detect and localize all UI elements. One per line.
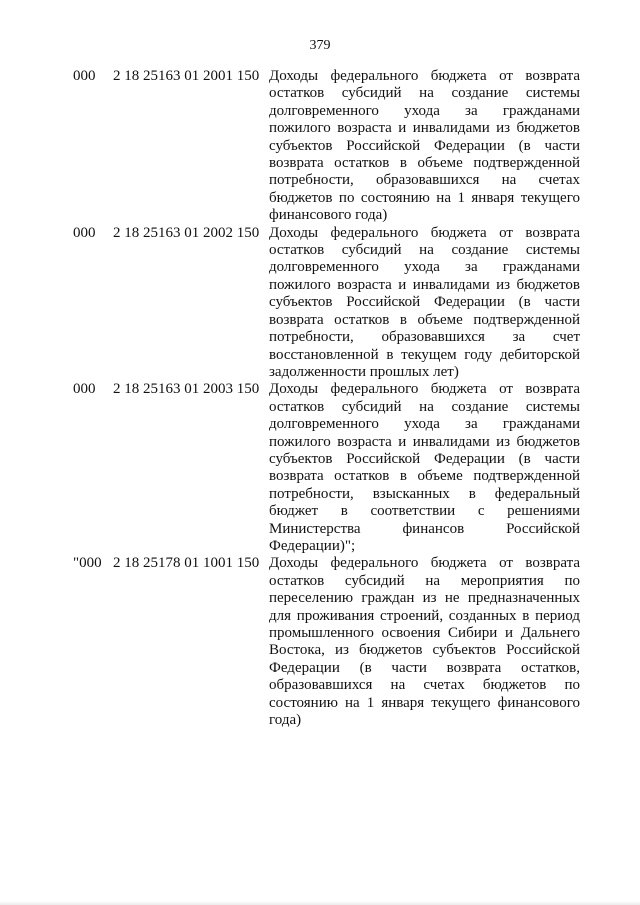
entry-description: Доходы федерального бюджета от возврата остатков субсидий на создание системы долговременного ухода за гражданами пожилого возраста и инвалидами из бюджетов субъектов Российской Федерации (в части возврата остатков в объеме подтвержденной потребности, образовавшихся за счет восстановленной в текущем году дебиторской задолженности прошлых лет) — [269, 224, 580, 380]
admin-code: "000 — [73, 555, 102, 572]
entry-description: Доходы федерального бюджета от возврата остатков субсидий на мероприятия по переселению граждан из не предназначенных для проживания строений, созданных в период промышленного освоения Сибири и Дальнего Востока, из бюджетов субъектов Российской Федерации (в части возврата остатков, образовавшихся на счетах бюджетов по состоянию на 1 января текущего финансового года) — [269, 555, 580, 729]
entry-description: Доходы федерального бюджета от возврата остатков субсидий на создание системы долговременного ухода за гражданами пожилого возраста и инвалидами из бюджетов субъектов Российской Федерации (в части возврата остатков в объеме подтвержденной потребности, образовавшихся на счетах бюджетов по состоянию на 1 января текущего финансового года) — [269, 68, 580, 224]
admin-code: 000 — [73, 224, 96, 241]
kbk-code: 2 18 25163 01 2003 150 — [113, 381, 260, 398]
scan-bottom-edge — [0, 901, 640, 905]
admin-code: 000 — [73, 381, 96, 398]
budget-code-entry — [73, 381, 580, 555]
kbk-code: 2 18 25178 01 1001 150 — [113, 555, 260, 572]
kbk-code: 2 18 25163 01 2002 150 — [113, 224, 260, 241]
budget-code-entry — [73, 225, 580, 382]
admin-code: 000 — [73, 68, 96, 84]
entry-description: Доходы федерального бюджета от возврата остатков субсидий на создание системы долговременного ухода за гражданами пожилого возраста и инвалидами из бюджетов субъектов Российской Федерации (в части возврата остатков в объеме подтвержденной потребности, взысканных в федеральный бюджет в соответствии с решениями Министерства финансов Российской Федерации)"; — [269, 381, 580, 554]
page-number: 379 — [309, 38, 331, 53]
kbk-code: 2 18 25163 01 2001 150 — [113, 68, 260, 84]
budget-code-list — [73, 68, 580, 729]
budget-code-entry — [73, 68, 580, 225]
budget-code-entry — [73, 555, 580, 729]
